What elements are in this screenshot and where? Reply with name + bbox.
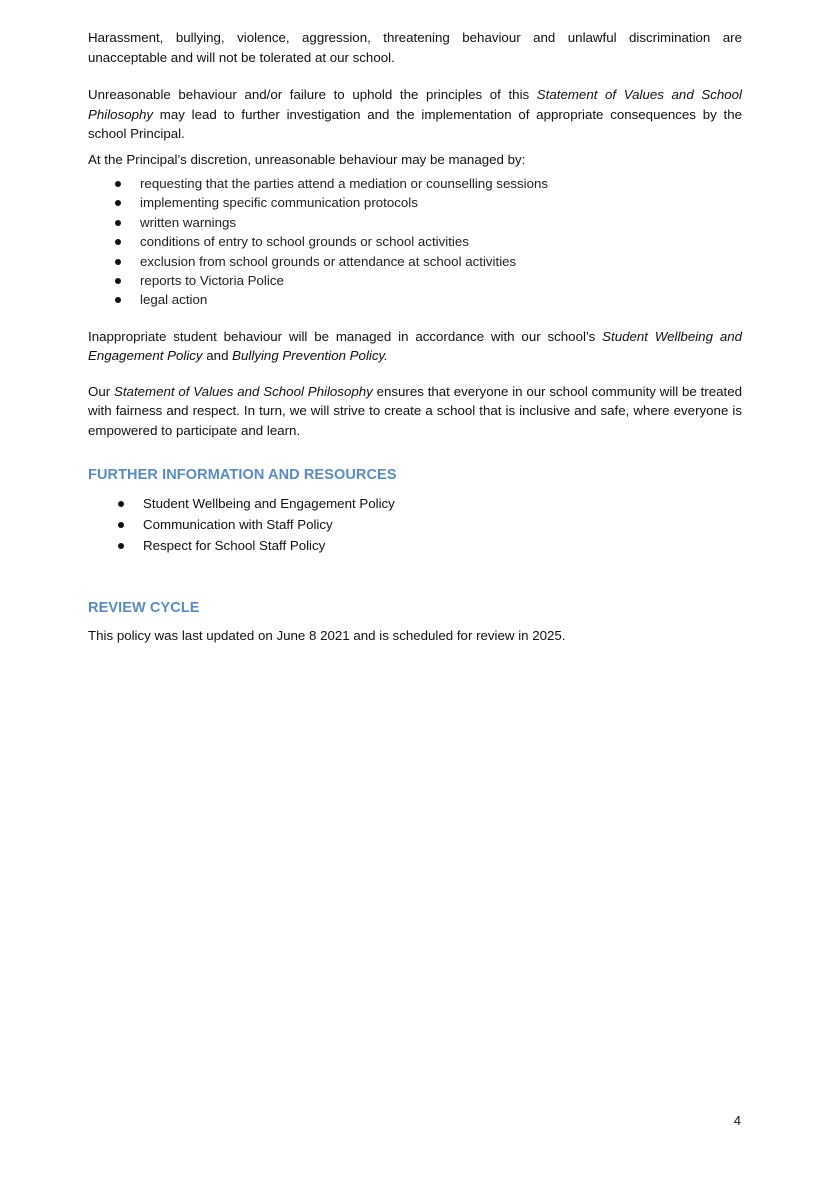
paragraph-text: Unreasonable behaviour and/or failure to uphold the principles of this: [88, 87, 537, 102]
bullet-icon: [115, 181, 121, 187]
paragraph-text: ensures that everyone in our school community will be treated with fairness and respect. In turn, we will strive to create a school that is inclusive and safe, where everyone is empowered to participate and learn.: [88, 383, 742, 438]
paragraph-text: may lead to further investigation and the implementation of appropriate consequences by the school Principal.: [88, 106, 742, 141]
list-item-text: requesting that the parties attend a mediation or counselling sessions: [140, 176, 549, 191]
list-item: [118, 535, 742, 556]
policy-title-reference: Student Wellbeing and Engagement Policy: [88, 328, 743, 364]
bullet-icon: [118, 543, 124, 549]
list-item: [115, 232, 742, 251]
statement-paragraph: [88, 382, 742, 441]
list-item-text: Student Wellbeing and Engagement Policy: [143, 495, 395, 511]
bullet-icon: [115, 200, 121, 206]
bullet-icon: [115, 297, 121, 303]
list-item-text: reports to Victoria Police: [140, 273, 284, 289]
page-content: [88, 28, 742, 646]
list-item-text: implementing specific communication protocols: [140, 195, 418, 211]
principal-discretion-paragraph: At the Principal’s discretion, unreasonable behaviour may be managed by:: [88, 151, 526, 167]
list-item-text: Respect for School Staff Policy: [143, 537, 326, 553]
list-item-text: legal action: [140, 292, 208, 308]
list-item: [118, 514, 742, 535]
list-item: [115, 213, 742, 232]
review-cycle-heading: REVIEW CYCLE: [88, 599, 200, 616]
management-actions-list: [88, 174, 742, 310]
bullet-icon: [115, 278, 121, 284]
policy-title-reference: Statement of Values and School Philosophy: [88, 87, 742, 122]
list-item: [115, 174, 742, 193]
further-information-heading: FURTHER INFORMATION AND RESOURCES: [88, 467, 397, 484]
harassment-paragraph: Harassment, bullying, violence, aggression, threatening behaviour and unlawful discrimination are unacceptable and will not be tolerated at our school.: [88, 30, 742, 65]
list-item: [115, 290, 742, 309]
list-item-text: exclusion from school grounds or attendance at school activities: [140, 253, 517, 269]
list-item: [115, 193, 742, 212]
list-item-text: Communication with Staff Policy: [143, 516, 333, 532]
resources-list: [88, 493, 742, 556]
bullet-icon: [115, 259, 121, 265]
bullet-icon: [118, 522, 124, 528]
paragraph-text: Our: [88, 383, 114, 399]
policy-title-reference: Bullying Prevention Policy.: [232, 348, 388, 364]
bullet-icon: [118, 501, 124, 507]
bullet-icon: [115, 239, 121, 245]
list-item: [118, 493, 742, 514]
paragraph-text: Inappropriate student behaviour will be managed in accordance with our school’s: [88, 328, 603, 344]
paragraph-text: and: [202, 348, 233, 364]
policy-title-reference: Statement of Values and School Philosophy: [113, 383, 373, 399]
list-item: [115, 252, 742, 271]
unreasonable-behaviour-paragraph: [88, 85, 742, 144]
list-item: [115, 271, 742, 290]
bullet-icon: [115, 220, 121, 226]
list-item-text: conditions of entry to school grounds or school activities: [140, 234, 469, 250]
review-cycle-paragraph: This policy was last updated on June 8 2021 and is scheduled for review in 2025.: [88, 628, 566, 644]
page-number: 4: [733, 1113, 741, 1128]
list-item-text: written warnings: [140, 214, 237, 230]
inappropriate-behaviour-paragraph: [88, 327, 742, 366]
